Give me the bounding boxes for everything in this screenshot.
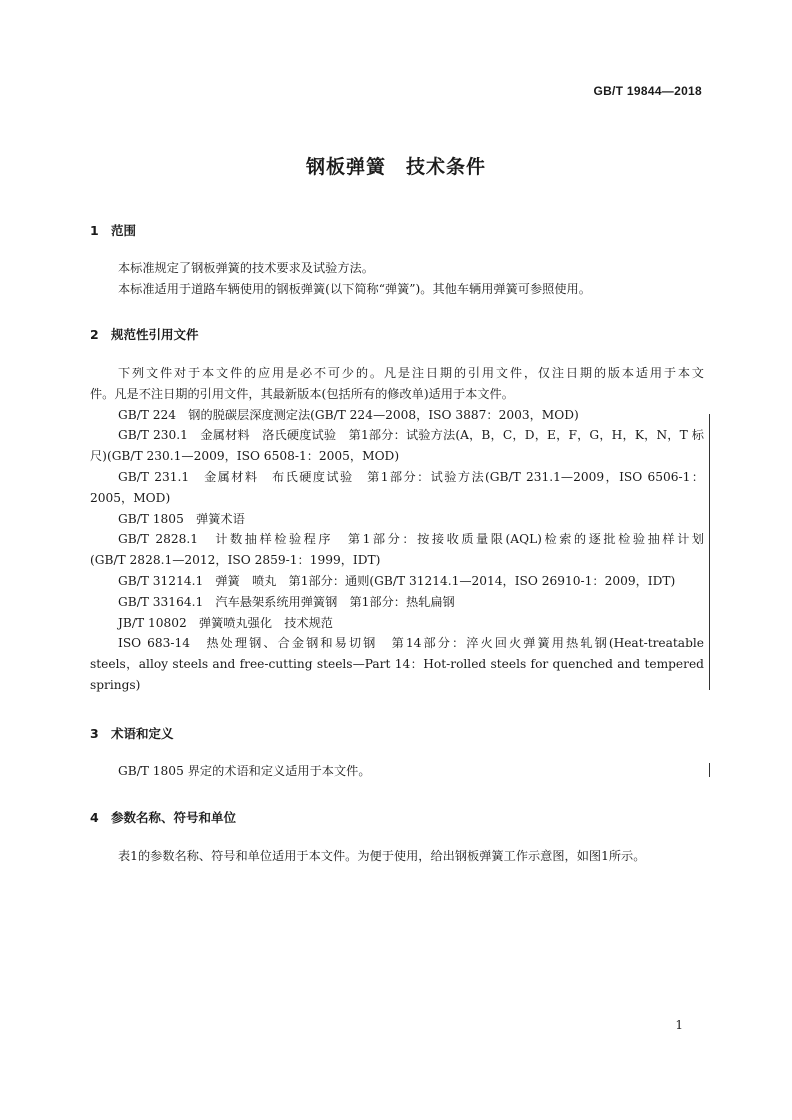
reference-item-cont: 2005，MOD) bbox=[90, 490, 171, 505]
section-title: 范围 bbox=[111, 223, 137, 238]
section-number: 4 bbox=[90, 810, 99, 825]
reference-item: GB/T 33164.1 汽车悬架系统用弹簧钢 第1部分：热轧扁钢 bbox=[118, 594, 455, 609]
reference-item-cont: springs) bbox=[90, 677, 141, 692]
change-bar bbox=[709, 763, 710, 777]
reference-item: GB/T 31214.1 弹簧 喷丸 第1部分：通则(GB/T 31214.1—2014，ISO 26910-1：2009，IDT) bbox=[118, 573, 676, 588]
section-title: 规范性引用文件 bbox=[111, 327, 199, 342]
text-line: 件。凡是不注日期的引用文件，其最新版本(包括所有的修改单)适用于本文件。 bbox=[90, 386, 514, 401]
section-4-heading bbox=[90, 808, 236, 826]
reference-item-cont: steels，alloy steels and free-cutting steels—Part 14：Hot-rolled steels for quenched and tempered bbox=[90, 657, 704, 672]
reference-item: JB/T 10802 弹簧喷丸强化 技术规范 bbox=[118, 615, 333, 630]
section-3-heading bbox=[90, 724, 174, 742]
reference-item-cont: 尺)(GB/T 230.1—2009，ISO 6508-1：2005，MOD) bbox=[90, 449, 400, 464]
reference-item: GB/T 1805 弹簧术语 bbox=[118, 511, 245, 526]
section-1-body bbox=[90, 258, 704, 300]
text-line: 本标准规定了钢板弹簧的技术要求及试验方法。 bbox=[118, 261, 374, 275]
section-3-body bbox=[90, 761, 704, 782]
section-2-heading bbox=[90, 325, 199, 343]
section-1-heading bbox=[90, 221, 136, 239]
document-title: 钢板弹簧 技术条件 bbox=[305, 156, 486, 178]
section-title: 参数名称、符号和单位 bbox=[111, 810, 237, 825]
standard-code: GB/T 19844—2018 bbox=[593, 84, 702, 98]
section-number: 2 bbox=[90, 327, 99, 342]
section-4-body bbox=[90, 846, 704, 867]
reference-item: GB/T 2828.1 计数抽样检验程序 第1部分：按接收质量限(AQL)检索的逐批检验抽样计划 bbox=[118, 532, 704, 547]
section-title: 术语和定义 bbox=[111, 726, 174, 741]
section-2-body bbox=[90, 363, 704, 696]
text-line: 本标准适用于道路车辆使用的钢板弹簧(以下简称“弹簧”)。其他车辆用弹簧可参照使用。 bbox=[118, 281, 591, 296]
page-number: 1 bbox=[675, 1018, 683, 1032]
section-number: 3 bbox=[90, 726, 99, 741]
section-number: 1 bbox=[90, 223, 99, 238]
reference-item: ISO 683-14 热处理钢、合金钢和易切钢 第14部分：淬火回火弹簧用热轧钢(Heat-treatable bbox=[118, 636, 704, 651]
reference-item: GB/T 231.1 金属材料 布氏硬度试验 第1部分：试验方法(GB/T 231.1—2009，ISO 6506-1： bbox=[118, 469, 704, 484]
reference-item: GB/T 224 钢的脱碳层深度测定法(GB/T 224—2008，ISO 3887：2003，MOD) bbox=[118, 407, 579, 422]
text-line: 下列文件对于本文件的应用是必不可少的。凡是注日期的引用文件，仅注日期的版本适用于本文 bbox=[118, 366, 704, 380]
text-line: 表1的参数名称、符号和单位适用于本文件。为便于使用，给出钢板弹簧工作示意图，如图1所示。 bbox=[118, 849, 646, 863]
reference-item-cont: (GB/T 2828.1—2012，ISO 2859-1：1999，IDT) bbox=[90, 553, 381, 568]
change-bar bbox=[709, 414, 710, 690]
reference-item: GB/T 230.1 金属材料 洛氏硬度试验 第1部分：试验方法(A，B，C，D，E，F，G，H，K，N，T 标 bbox=[118, 428, 704, 443]
text-line: GB/T 1805 界定的术语和定义适用于本文件。 bbox=[118, 764, 371, 778]
